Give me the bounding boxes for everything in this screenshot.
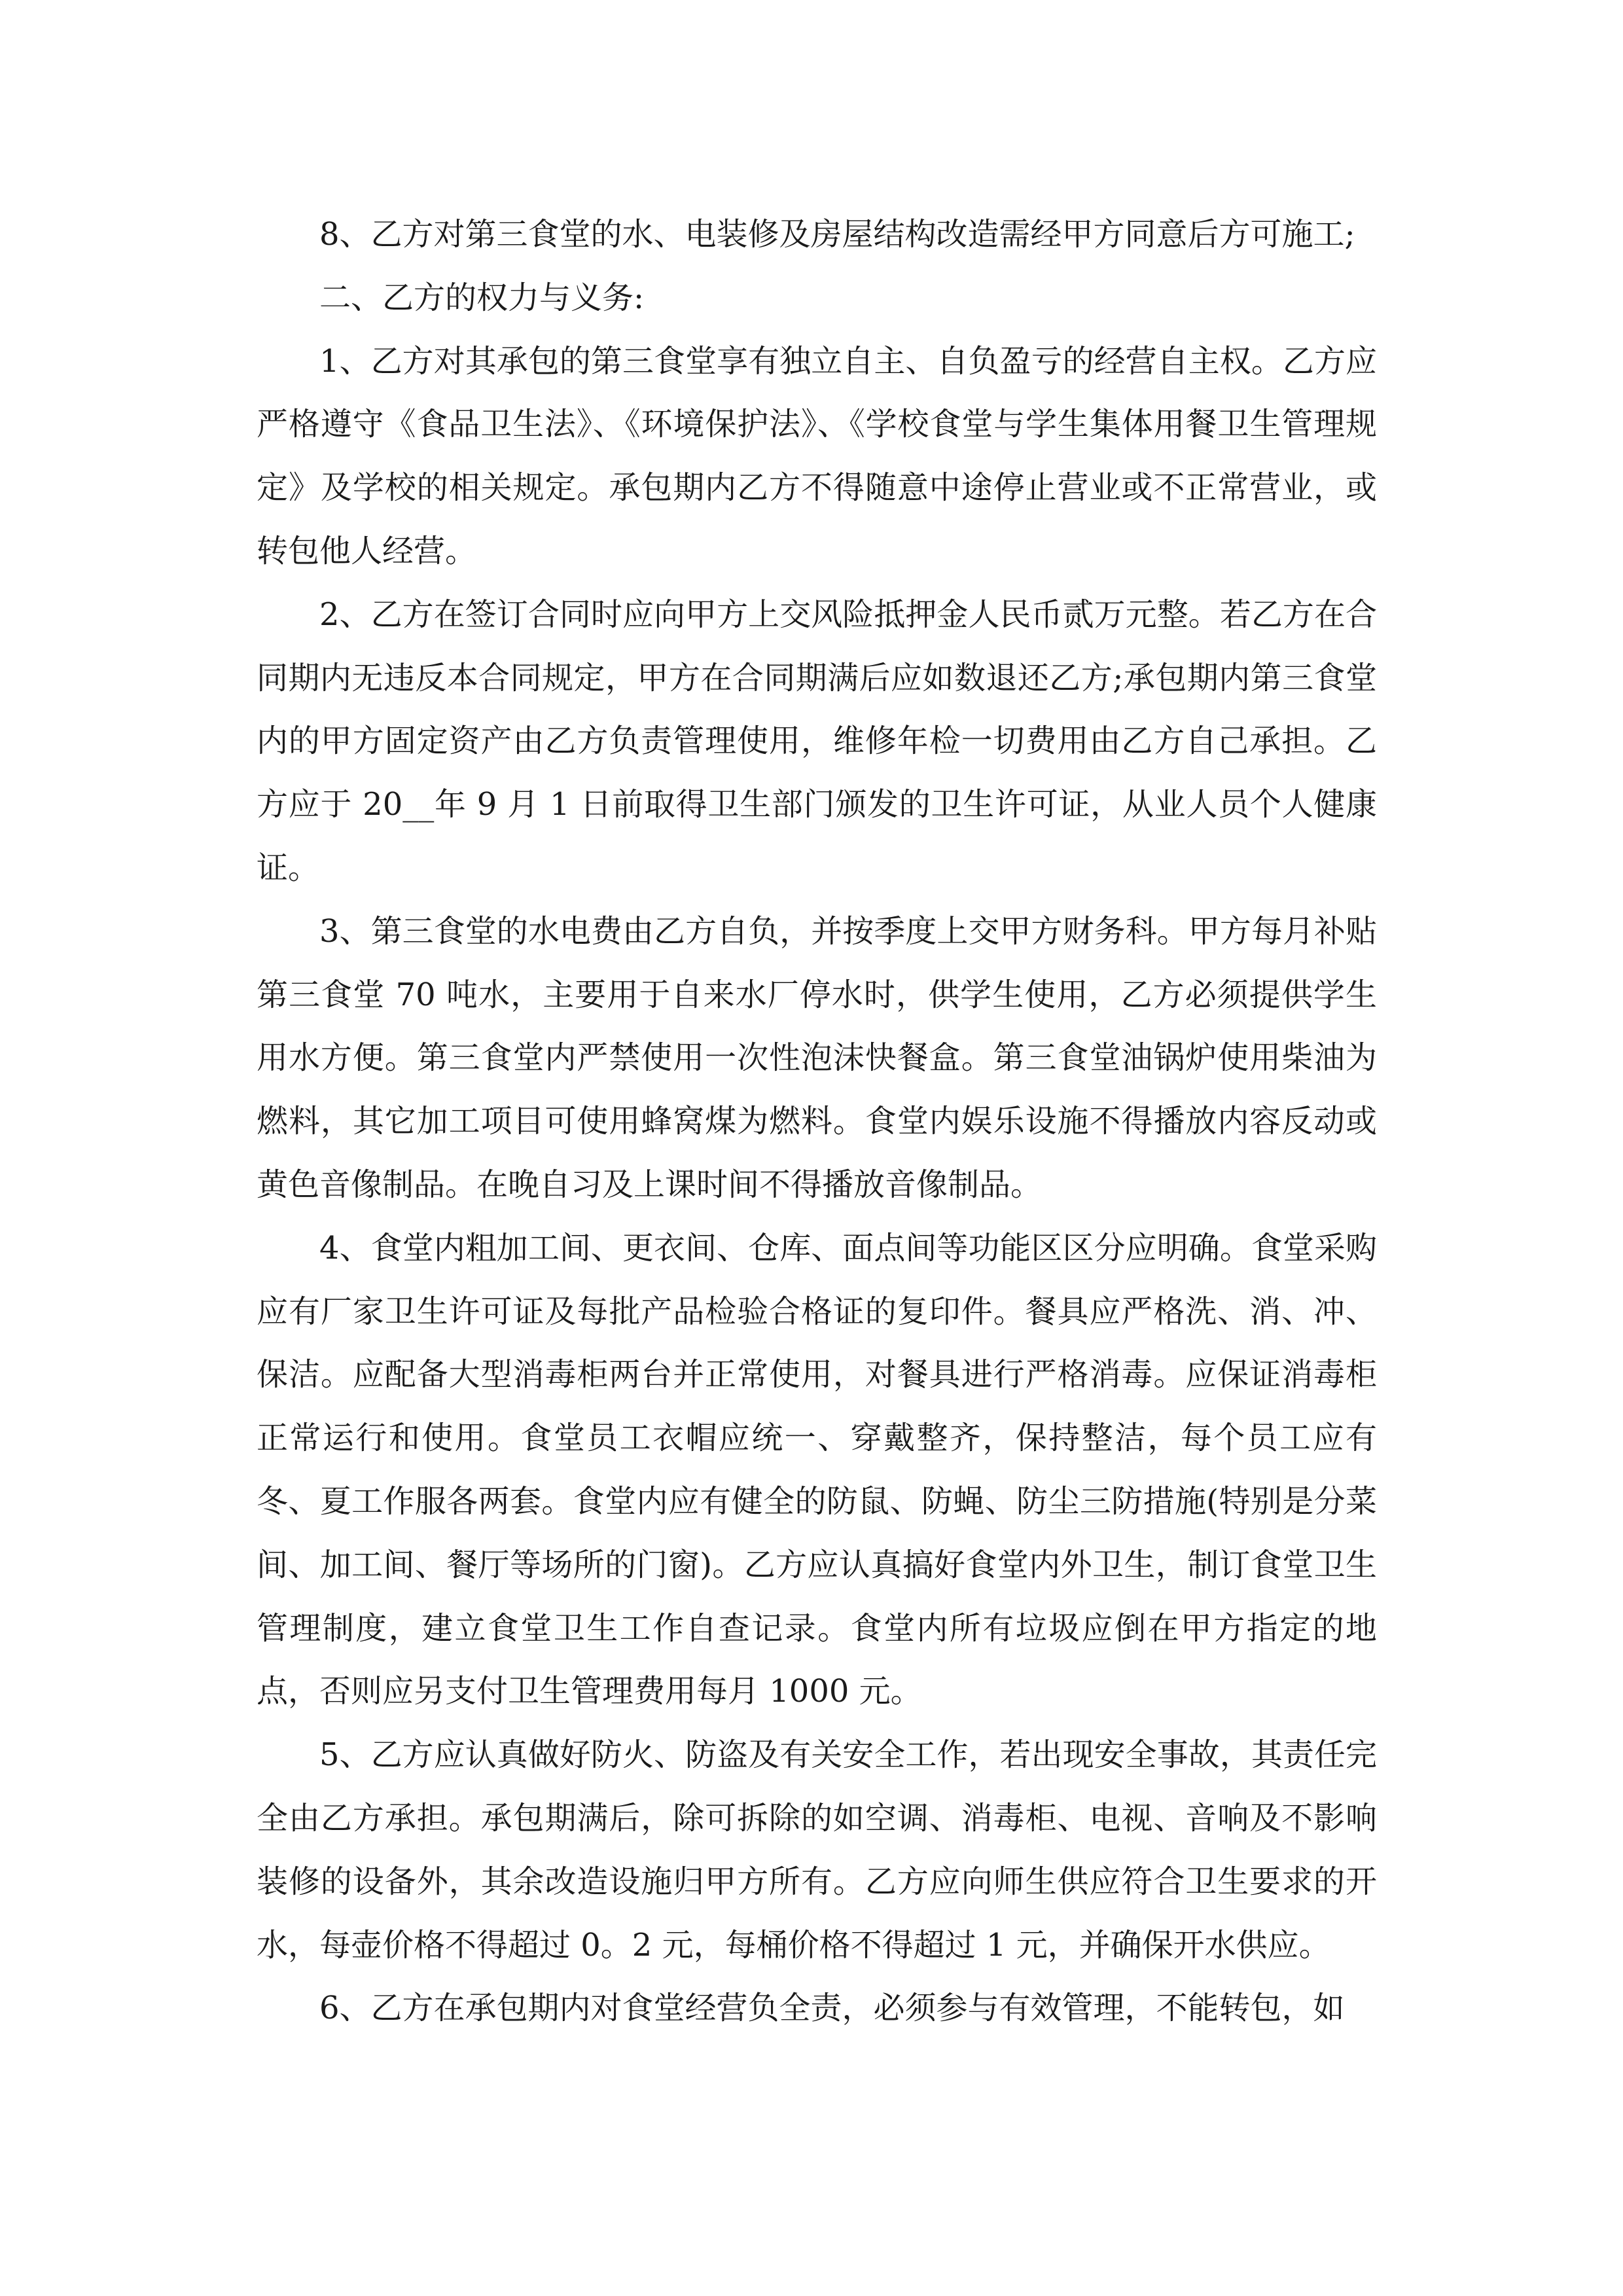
document-body [257,203,1377,2040]
clause-3-paragraph: 3、第三食堂的水电费由乙方自负，并按季度上交甲方财务科。甲方每月补贴第三食堂 70 吨水，主要用于自来水厂停水时，供学生使用，乙方必须提供学生用水方便。第三食堂内严禁使用一次性泡沫快餐盒。第三食堂油锅炉使用柴油为燃料，其它加工项目可使用蜂窝煤为燃料。食堂内娱乐设施不得播放内容反动或黄色音像制品。在晚自习及上课时间不得播放音像制品。 [257,912,1377,1203]
clause-8-paragraph: 8、乙方对第三食堂的水、电装修及房屋结构改造需经甲方同意后方可施工; [319,216,1355,253]
clause-4-paragraph: 4、食堂内粗加工间、更衣间、仓库、面点间等功能区区分应明确。食堂采购应有厂家卫生许可证及每批产品检验合格证的复印件。餐具应严格洗、消、冲、保洁。应配备大型消毒柜两台并正常使用，对餐具进行严格消毒。应保证消毒柜正常运行和使用。食堂员工衣帽应统一、穿戴整齐，保持整洁，每个员工应有冬、夏工作服各两套。食堂内应有健全的防鼠、防蝇、防尘三防措施(特别是分菜间、加工间、餐厅等场所的门窗)。乙方应认真搞好食堂内外卫生，制订食堂卫生管理制度，建立食堂卫生工作自查记录。食堂内所有垃圾应倒在甲方指定的地点，否则应另支付卫生管理费用每月 1000 元。 [257,1229,1377,1710]
section-2-heading: 二、乙方的权力与义务: [319,279,645,316]
clause-6-paragraph: 6、乙方在承包期内对食堂经营负全责，必须参与有效管理，不能转包，如 [319,1990,1345,2027]
clause-5-paragraph: 5、乙方应认真做好防火、防盗及有关安全工作，若出现安全事故，其责任完全由乙方承担。承包期满后，除可拆除的如空调、消毒柜、电视、音响及不影响装修的设备外，其余改造设施归甲方所有。乙方应向师生供应符合卫生要求的开水，每壶价格不得超过 0。2 元，每桶价格不得超过 1 元，并确保开水供应。 [257,1736,1377,1964]
clause-2-paragraph: 2、乙方在签订合同时应向甲方上交风险抵押金人民币贰万元整。若乙方在合同期内无违反本合同规定，甲方在合同期满后应如数退还乙方;承包期内第三食堂内的甲方固定资产由乙方负责管理使用，维修年检一切费用由乙方自己承担。乙方应于 20__年 9 月 1 日前取得卫生部门颁发的卫生许可证，从业人员个人健康证。 [257,596,1377,886]
clause-1-paragraph: 1、乙方对其承包的第三食堂享有独立自主、自负盈亏的经营自主权。乙方应严格遵守《食品卫生法》、《环境保护法》、《学校食堂与学生集体用餐卫生管理规定》及学校的相关规定。承包期内乙方不得随意中途停止营业或不正常营业，或转包他人经营。 [257,342,1377,569]
